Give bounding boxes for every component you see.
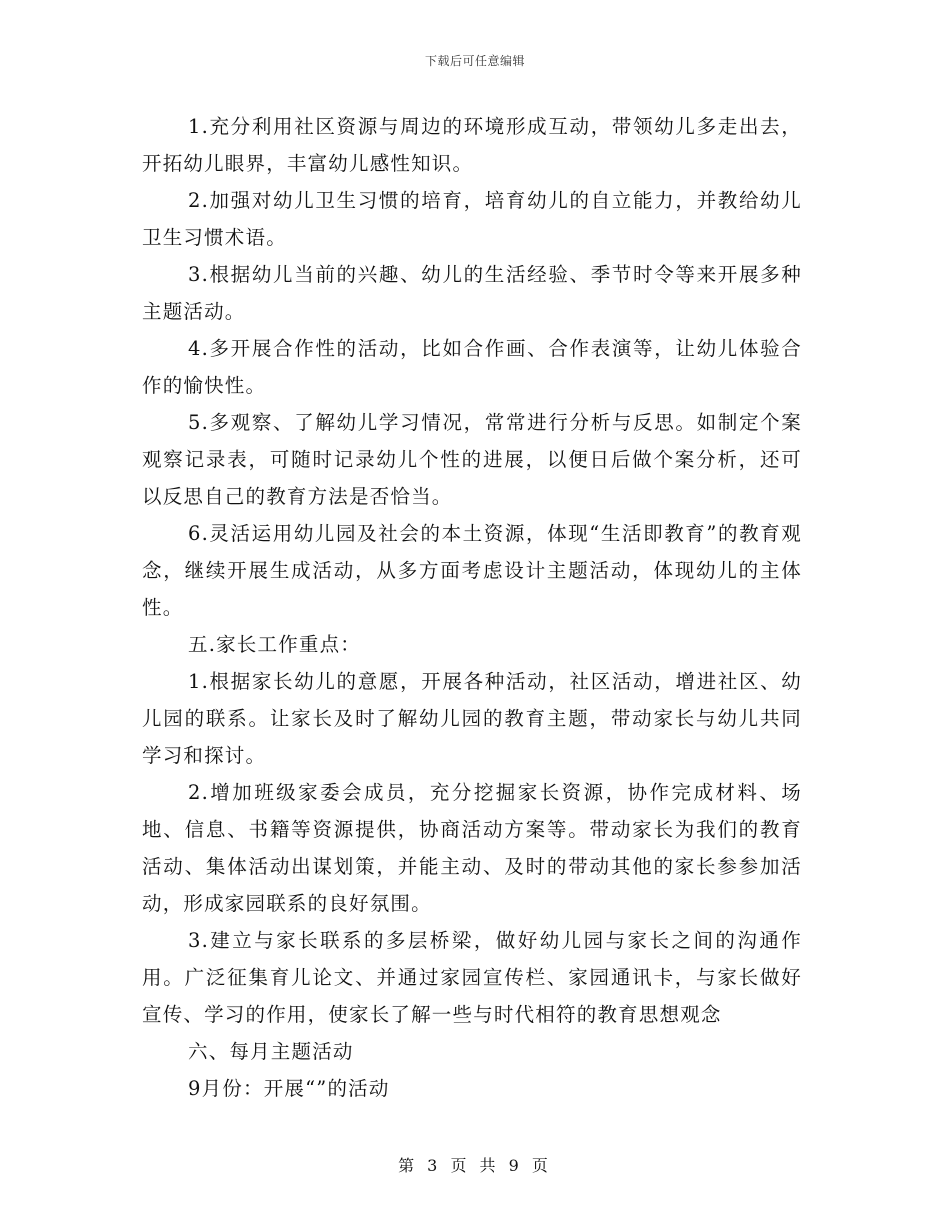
paragraph-parent-2: 2.增加班级家委会成员，充分挖掘家长资源，协作完成材料、场地、信息、书籍等资源提供，协商活动方案等。带动家长为我们的教育活动、集体活动出谋划策，并能主动、及时的带动其他的家长参参加活动，形成家园联系的良好氛围。 [142, 781, 802, 915]
paragraph-item-6: 6.灵活运用幼儿园及社会的本土资源，体现“生活即教育”的教育观念，继续开展生成活动，从多方面考虑设计主题活动，体现幼儿的主体性。 [142, 522, 802, 619]
paragraph-september: 9月份：开展“”的活动 [188, 1077, 390, 1100]
paragraph-item-2: 2.加强对幼儿卫生习惯的培育，培育幼儿的自立能力，并教给幼儿卫生习惯术语。 [142, 189, 802, 249]
paragraph-parent-3: 3.建立与家长联系的多层桥梁，做好幼儿园与家长之间的沟通作用。广泛征集育儿论文、并通过家园宣传栏、家园通讯卡，与家长做好宣传、学习的作用，使家长了解一些与时代相符的教育思想观念 [142, 929, 802, 1026]
paragraph-parent-1: 1.根据家长幼儿的意愿，开展各种活动，社区活动，增进社区、幼儿园的联系。让家长及时了解幼儿园的教育主题，带动家长与幼儿共同学习和探讨。 [142, 670, 802, 767]
section-heading-monthly-themes: 六、每月主题活动 [188, 1040, 354, 1063]
section-heading-parent-work: 五.家长工作重点： [188, 633, 361, 656]
page-header: 下载后可任意编辑 [424, 54, 525, 68]
paragraph-item-3: 3.根据幼儿当前的兴趣、幼儿的生活经验、季节时令等来开展多种主题活动。 [142, 263, 802, 323]
page-number-footer: 第 3 页 共 9 页 [398, 1156, 552, 1175]
paragraph-item-1: 1.充分利用社区资源与周边的环境形成互动，带领幼儿多走出去，开拓幼儿眼界，丰富幼儿感性知识。 [142, 115, 802, 175]
paragraph-item-5: 5.多观察、了解幼儿学习情况，常常进行分析与反思。如制定个案观察记录表，可随时记录幼儿个性的进展，以便日后做个案分析，还可以反思自己的教育方法是否恰当。 [142, 411, 802, 508]
paragraph-item-4: 4.多开展合作性的活动，比如合作画、合作表演等，让幼儿体验合作的愉快性。 [142, 337, 802, 397]
document-body [142, 108, 802, 1107]
